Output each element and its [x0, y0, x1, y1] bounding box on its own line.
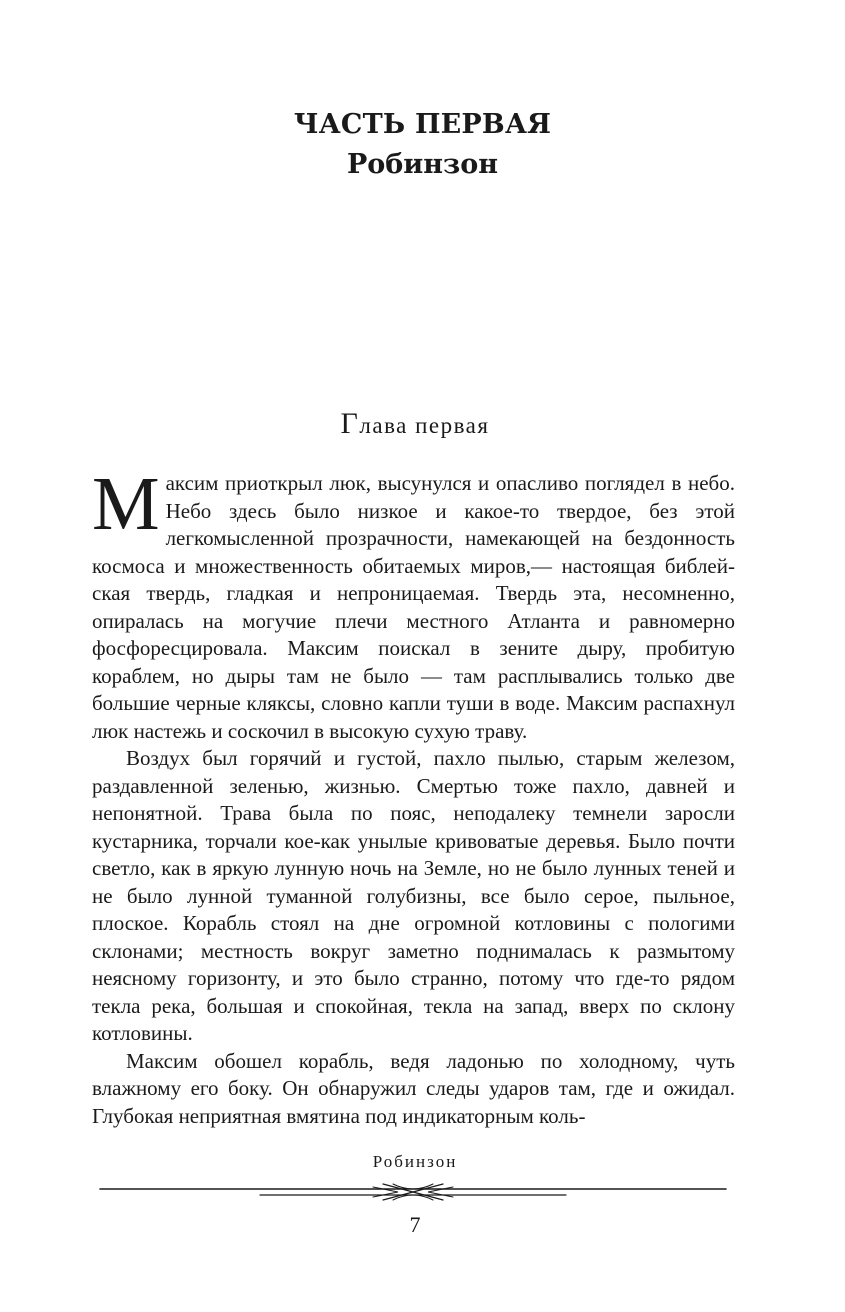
paragraph-1: [92, 462, 735, 745]
drop-cap: М: [92, 462, 160, 546]
page-number: 7: [409, 1212, 421, 1237]
chapter-text: [92, 462, 735, 1130]
footer-ornament: [98, 1180, 728, 1202]
chapter-title-initial: Г: [340, 407, 360, 440]
part-title: ЧАСТЬ ПЕРВАЯ: [293, 109, 552, 140]
paragraph-1-text: аксим приоткрыл люк, высунулся и опасливо поглядел в небо. Небо здесь было низкое и какое-то твердое, без этой легкомысленной прозрачности, намекающей на бездонность космоса и множественность обитаемых миров,— настоящая библейская твердь, гладкая и непроницаемая. Твердь эта, несомненно, опиралась на могучие плечи местного Атланта и равномерно фосфоресцировала. Максим поискал в зените дыру, пробитую кораблем, но дыры там не было — там расплывались только две большие черные кляксы, словно капли туши в воде. Максим распахнул люк настежь и соскочил в высокую сухую траву.: [92, 471, 735, 743]
paragraph-2: Воздух был горячий и густой, пахло пылью, старым железом, раздавленной зеленью, жизнью. Смертью тоже пахло, давней и непонятной. Трава была по пояс, неподалеку темнели заросли кустарника, торчали кое-как унылые кривоватые деревья. Было почти светло, как в яркую лунную ночь на Земле, но не было лунных теней и не было лунной туманной голубизны, все было серое, пыльное, плоское. Корабль стоял на дне огромной котловины с пологими склонами; местность вокруг заметно поднималась к размытому неясному горизонту, и это было странно, потому что где-то рядом текла река, большая и спокойная, текла на запад, вверх по склону котловины.: [92, 746, 735, 1045]
chapter-title-rest: лава первая: [359, 413, 490, 438]
chapter-title: [0, 404, 830, 446]
paragraph-3: Максим обошел корабль, ведя ладонью по холодному, чуть влажному его боку. Он обнаружил следы ударов там, где и ожидал. Глубокая неприятная вмятина под индикаторным коль-: [92, 1048, 735, 1128]
part-subtitle: Робинзон: [346, 149, 499, 180]
running-head: Робинзон: [372, 1152, 458, 1171]
